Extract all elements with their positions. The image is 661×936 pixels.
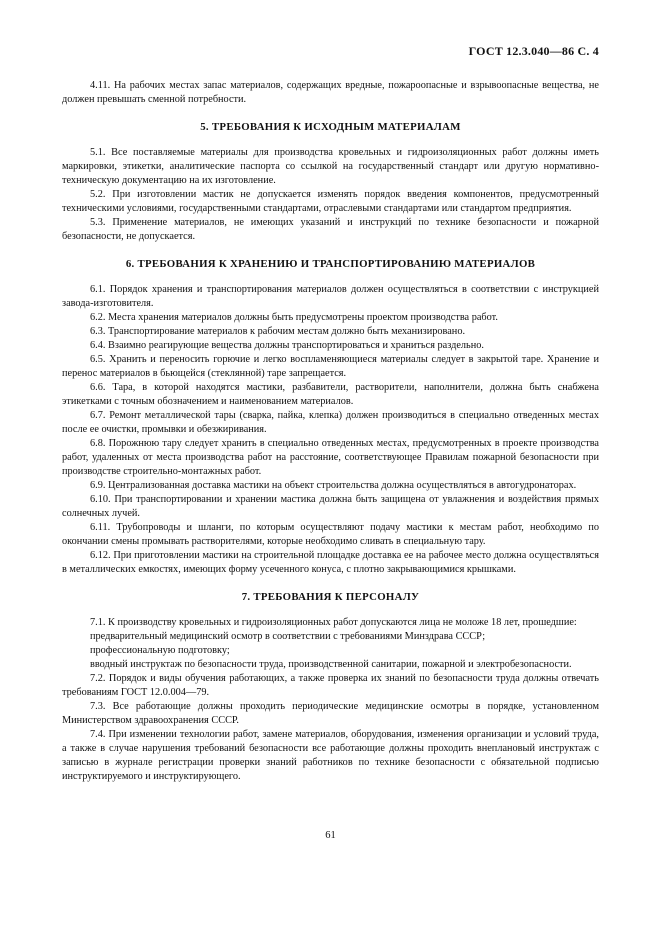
document-header: ГОСТ 12.3.040—86 С. 4 (468, 44, 599, 58)
paragraph-6-6: 6.6. Тара, в которой находятся мастики, разбавители, растворители, наполнители, должна быть снабжена этикетками с точным обозначением и наименованием материалов. (62, 382, 599, 407)
paragraph-5-1: 5.1. Все поставляемые материалы для производства кровельных и гидроизоляционных работ должны иметь маркировки, этикетки, аналитические паспорта со ссылкой на государственный стандарт или другую нормативно-техническую документацию на их изготовление. (62, 147, 599, 186)
paragraph-6-2: 6.2. Места хранения материалов должны быть предусмотрены проектом производства работ. (90, 312, 498, 323)
paragraph-7-1-item-b: профессиональную подготовку; (90, 645, 230, 656)
paragraph-6-12: 6.12. При приготовлении мастики на строительной площадке доставка ее на рабочее место должна осуществляться в металлических емкостях, имеющих форму усеченного конуса, с плотно закрывающимися крышками. (62, 550, 599, 575)
section-5-title: 5. ТРЕБОВАНИЯ К ИСХОДНЫМ МАТЕРИАЛАМ (200, 121, 461, 133)
paragraph-7-1: 7.1. К производству кровельных и гидроизоляционных работ допускаются лица не моложе 18 лет, прошедшие: (90, 617, 577, 628)
paragraph-6-9: 6.9. Централизованная доставка мастики на объект строительства должна осуществляться в автогудронаторах. (90, 480, 577, 491)
paragraph-7-2: 7.2. Порядок и виды обучения работающих, а также проверка их знаний по безопасности труда должны отвечать требованиям ГОСТ 12.0.004—79. (62, 673, 599, 698)
paragraph-6-5: 6.5. Хранить и переносить горючие и легко воспламеняющиеся материалы следует в закрытой таре. Хранение и перенос материалов в бьющейся (стеклянной) таре запрещается. (62, 354, 599, 379)
section-6-title: 6. ТРЕБОВАНИЯ К ХРАНЕНИЮ И ТРАНСПОРТИРОВАНИЮ МАТЕРИАЛОВ (125, 258, 536, 270)
paragraph-5-3: 5.3. Применение материалов, не имеющих указаний и инструкций по технике безопасности и пожарной безопасности, не допускается. (62, 217, 599, 242)
page-number: 61 (325, 830, 336, 841)
paragraph-7-3: 7.3. Все работающие должны проходить периодические медицинские осмотры в порядке, установленном Министерством здравоохранения СССР. (62, 701, 599, 726)
paragraph-6-1: 6.1. Порядок хранения и транспортирования материалов должен осуществляться в соответствии с инструкцией завода-изготовителя. (62, 284, 599, 309)
paragraph-6-4: 6.4. Взаимно реагирующие вещества должны транспортироваться и храниться раздельно. (90, 340, 484, 351)
paragraph-4-11: 4.11. На рабочих местах запас материалов, содержащих вредные, пожароопасные и взрывоопасные вещества, не должен превышать сменной потребности. (62, 80, 599, 105)
paragraph-5-2: 5.2. При изготовлении мастик не допускается изменять порядок введения компонентов, предусмотренный техническими условиями, государственными стандартами, отраслевыми стандартами или стандартом предприятия. (62, 189, 599, 214)
paragraph-6-8: 6.8. Порожнюю тару следует хранить в специально отведенных местах, предусмотренных в проекте производства работ, удаленных от места производства работ на расстояние, соответствующее Правилам пожарной безопасности при производстве строительно-монтажных работ. (62, 438, 599, 477)
paragraph-7-1-item-c: вводный инструктаж по безопасности труда, производственной санитарии, пожарной и электробезопасности. (90, 659, 572, 670)
paragraph-6-11: 6.11. Трубопроводы и шланги, по которым осуществляют подачу мастики к местам работ, необходимо по окончании смены промывать растворителями, которые необходимо сливать в специальную тару. (62, 522, 599, 547)
paragraph-6-3: 6.3. Транспортирование материалов к рабочим местам должно быть механизировано. (90, 326, 466, 337)
paragraph-7-4: 7.4. При изменении технологии работ, замене материалов, оборудования, изменения организации и условий труда, а также в случае нарушения требований безопасности все работающие должны проходить внеплановый инструктаж с записью в журнале регистрации проверки знаний работников по технике безопасности с обязательной подписью инструктируемого и инструктирующего. (62, 729, 599, 782)
paragraph-6-7: 6.7. Ремонт металлической тары (сварка, пайка, клепка) должен производиться в специально отведенных местах после ее очистки, промывки и обезжиривания. (62, 410, 599, 435)
paragraph-7-1-item-a: предварительный медицинский осмотр в соответствии с требованиями Минздрава СССР; (90, 631, 486, 642)
section-7-title: 7. ТРЕБОВАНИЯ К ПЕРСОНАЛУ (241, 591, 420, 603)
paragraph-6-10: 6.10. При транспортировании и хранении мастика должна быть защищена от увлажнения и воздействия прямых солнечных лучей. (62, 494, 599, 519)
